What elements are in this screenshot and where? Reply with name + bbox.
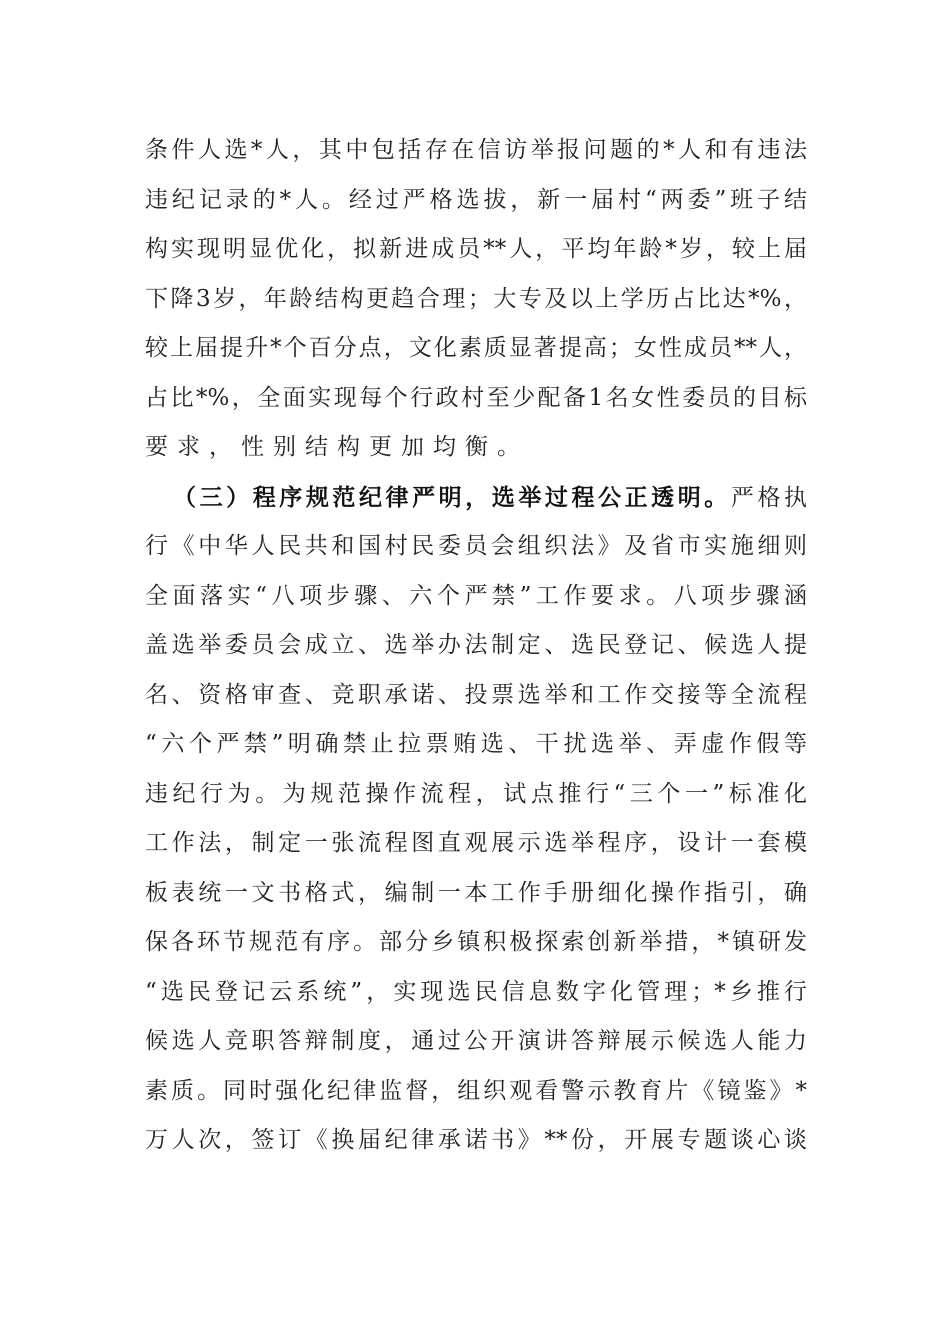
text-line: 盖选举委员会成立、选举办法制定、选民登记、候选人提 (145, 632, 807, 658)
text-line: 较上届提升*个百分点，文化素质显著提高；女性成员**人， (145, 335, 807, 361)
paragraph-structure-optimization (145, 126, 807, 473)
text-line: “选民登记云系统”，实现选民信息数字化管理；*乡推行 (145, 978, 807, 1005)
text-line: 保各环节规范有序。部分乡镇积极探索创新举措，*镇研发 (145, 929, 807, 955)
section-3-paragraph (145, 473, 807, 1166)
section-heading-line (145, 473, 807, 523)
text-line: 候选人竞职答辩制度，通过公开演讲答辩展示候选人能力 (145, 1028, 807, 1054)
text-line: 违纪行为。为规范操作流程，试点推行“三个一”标准化 (145, 780, 807, 807)
text-line: 全面落实“八项步骤、六个严禁”工作要求。八项步骤涵 (145, 582, 807, 609)
text-line: 下降3岁，年龄结构更趋合理；大专及以上学历占比达*%， (145, 285, 807, 312)
text-line: 违纪记录的*人。经过严格选拔，新一届村“两委”班子结 (145, 186, 807, 213)
text-line: 万人次，签订《换届纪律承诺书》**份，开展专题谈心谈 (145, 1127, 807, 1153)
text-line: 占比*%，全面实现每个行政村至少配备1名女性委员的目标 (145, 384, 807, 411)
text-line: 素质。同时强化纪律监督，组织观看警示教育片《镜鉴》* (145, 1077, 807, 1104)
document-body (145, 126, 807, 1166)
text-line: “六个严禁”明确禁止拉票贿选、干扰选举、弄虚作假等 (145, 731, 807, 757)
text-line: 板表统一文书格式，编制一本工作手册细化操作指引，确 (145, 879, 807, 906)
text-line: 工作法，制定一张流程图直观展示选举程序，设计一套模 (145, 830, 807, 856)
section-heading: （三）程序规范纪律严明，选举过程公正透明。 (173, 483, 731, 511)
text-line: 行《中华人民共和国村民委员会组织法》及省市实施细则 (145, 533, 807, 559)
text-line: 名、资格审查、竞职承诺、投票选举和工作交接等全流程 (145, 681, 807, 708)
text-line: 条件人选*人，其中包括存在信访举报问题的*人和有违法 (145, 137, 807, 163)
text-line: 构实现明显优化，拟新进成员**人，平均年龄*岁，较上届 (145, 236, 807, 262)
text-line: 要求，性别结构更加均衡。 (145, 434, 529, 460)
text-segment: 严格执 (730, 484, 808, 511)
